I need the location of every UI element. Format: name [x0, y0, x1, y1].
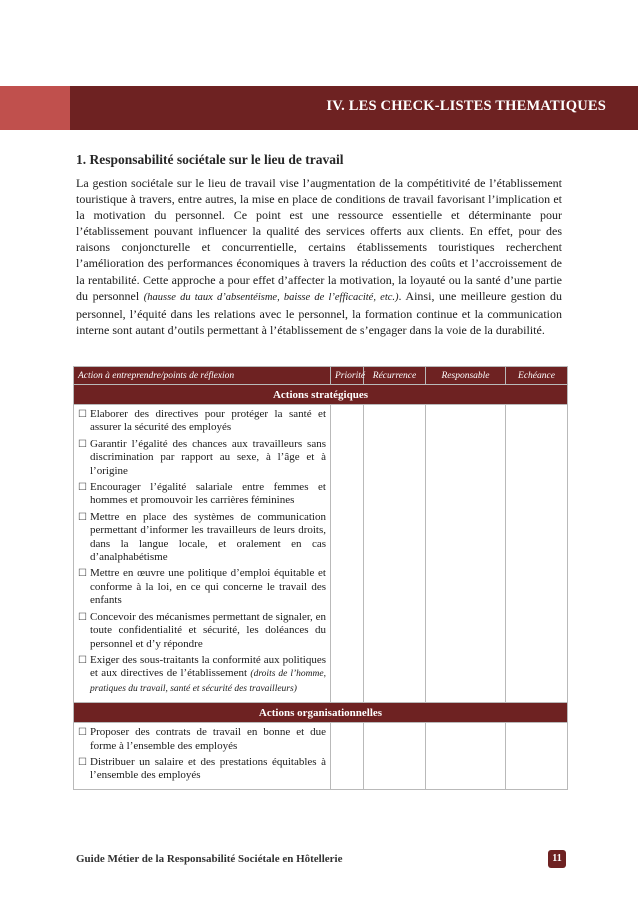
checklist-item-text: Concevoir des mécanismes permettant de signaler, en toute confidentialité et sécurité, les doléances du personnel et d’y répondre	[90, 610, 326, 650]
category-organizational-title: Actions organisationnelles	[74, 703, 568, 723]
checklist-item-text: Mettre en place des systèmes de communication permettant d’informer les travailleurs de leurs droits, dans la langue locale, et oralement en cas d’analphabétisme	[90, 510, 326, 564]
checklist-item[interactable]	[78, 567, 326, 607]
checklist-item[interactable]	[78, 611, 326, 651]
checklist-item-text: Elaborer des directives pour protéger la santé et assurer la sécurité des employés	[90, 408, 326, 434]
deadline-cell[interactable]	[506, 405, 568, 703]
checkbox-icon[interactable]: ☐	[78, 568, 87, 580]
checklist-item[interactable]	[78, 481, 326, 508]
responsible-cell[interactable]	[426, 405, 506, 703]
checklist-item[interactable]	[78, 438, 326, 478]
checkbox-icon[interactable]: ☐	[78, 409, 87, 420]
checkbox-icon[interactable]: ☐	[78, 611, 87, 623]
chapter-title: IV. LES CHECK-LISTES THEMATIQUES	[326, 98, 606, 114]
priority-cell[interactable]	[331, 723, 364, 790]
table-header-row	[74, 367, 568, 385]
strategic-items-cell	[74, 405, 331, 703]
checklist-item[interactable]	[78, 511, 326, 565]
checklist-item-note: (droits de l’homme, pratiques du travail, santé et sécurité des travailleurs)	[90, 669, 326, 694]
header-action: Action à entreprendre/points de réflexion	[74, 367, 331, 385]
category-row-strategic	[74, 385, 568, 405]
category-strategic-title: Actions stratégiques	[74, 385, 568, 405]
checkbox-icon[interactable]: ☐	[78, 654, 87, 666]
intro-text-italic: (hausse du taux d’absentéisme, baisse de l’efficacité, etc.)	[143, 291, 399, 303]
checkbox-icon[interactable]: ☐	[78, 511, 87, 523]
deadline-cell[interactable]	[506, 723, 568, 790]
header-responsible: Responsable	[426, 367, 506, 385]
category-row-organizational	[74, 703, 568, 723]
banner-bar	[70, 86, 638, 130]
header-priority: Priorité	[331, 367, 364, 385]
responsible-cell[interactable]	[426, 723, 506, 790]
section-title: 1. Responsabilité sociétale sur le lieu de travail	[76, 152, 344, 167]
table-row	[74, 723, 568, 790]
checklist-item[interactable]	[78, 726, 326, 753]
footer-guide-title: Guide Métier de la Responsabilité Sociétale en Hôtellerie	[76, 853, 343, 865]
checklist-item[interactable]	[78, 408, 326, 435]
checklist-item-text: Garantir l’égalité des chances aux travailleurs sans discrimination par rapport au sexe, à l’âge et à l’origine	[90, 437, 326, 477]
header-deadline: Echéance	[506, 367, 568, 385]
checkbox-icon[interactable]: ☐	[78, 482, 87, 494]
checklist-item-text: Encourager l’égalité salariale entre femmes et hommes et promouvoir les carrières féminines	[90, 481, 326, 507]
checkbox-icon[interactable]: ☐	[78, 756, 87, 768]
checkbox-icon[interactable]: ☐	[78, 727, 87, 739]
recurrence-cell[interactable]	[364, 723, 426, 790]
chapter-banner	[0, 86, 638, 130]
organizational-items-cell	[74, 723, 331, 790]
checklist-item[interactable]	[78, 654, 326, 696]
intro-paragraph	[76, 175, 562, 338]
checklist-item-text: Exiger des sous-traitants la conformité aux politiques et aux directives de l’établissement	[90, 653, 326, 680]
intro-text-end: . Ainsi, une meilleure gestion du personnel, l’équité dans les relations avec le personnel, la formation continue et la communication interne sont autant d’outils permettant à l’établissement de s’engager dans la voie de la durabilité.	[76, 288, 563, 337]
table-row	[74, 405, 568, 703]
checklist-item-wrapper	[90, 654, 326, 696]
checklist-item[interactable]	[78, 756, 326, 783]
banner-accent	[0, 86, 70, 130]
priority-cell[interactable]	[331, 405, 364, 703]
intro-text-main: La gestion sociétale sur le lieu de travail vise l’augmentation de la compétitivité de l’établissement touristique à travers, entre autres, la mise en place de conditions de travail favorisant l’implication et la motivation du personnel. Ce point est une ressource essentielle et déterminante pour l’établissement pouvant influencer la qualité des services offerts aux clients. En effet, pour des raisons conjoncturelle et concurrentielle, certains établissements touristiques recherchent l’amélioration des performances économiques à travers la réduction des coûts et l’accroissement de la rentabilité. Cette approche a pour effet d’affecter la motivation, la loyauté ou la santé d’une partie du personnel	[76, 176, 562, 303]
checklist-item-text: Mettre en œuvre une politique d’emploi équitable et conforme à la loi, en ce qui concerne le travail des enfants	[90, 567, 326, 607]
header-recurrence: Récurrence	[364, 367, 426, 385]
recurrence-cell[interactable]	[364, 405, 426, 703]
checklist-table	[73, 366, 568, 790]
checkbox-icon[interactable]: ☐	[78, 438, 87, 450]
checklist-item-text: Proposer des contrats de travail en bonne et due forme à l’ensemble des employés	[90, 726, 326, 752]
page-number: 11	[548, 850, 566, 868]
checklist-item-text: Distribuer un salaire et des prestations équitables à l’ensemble des employés	[90, 755, 326, 782]
